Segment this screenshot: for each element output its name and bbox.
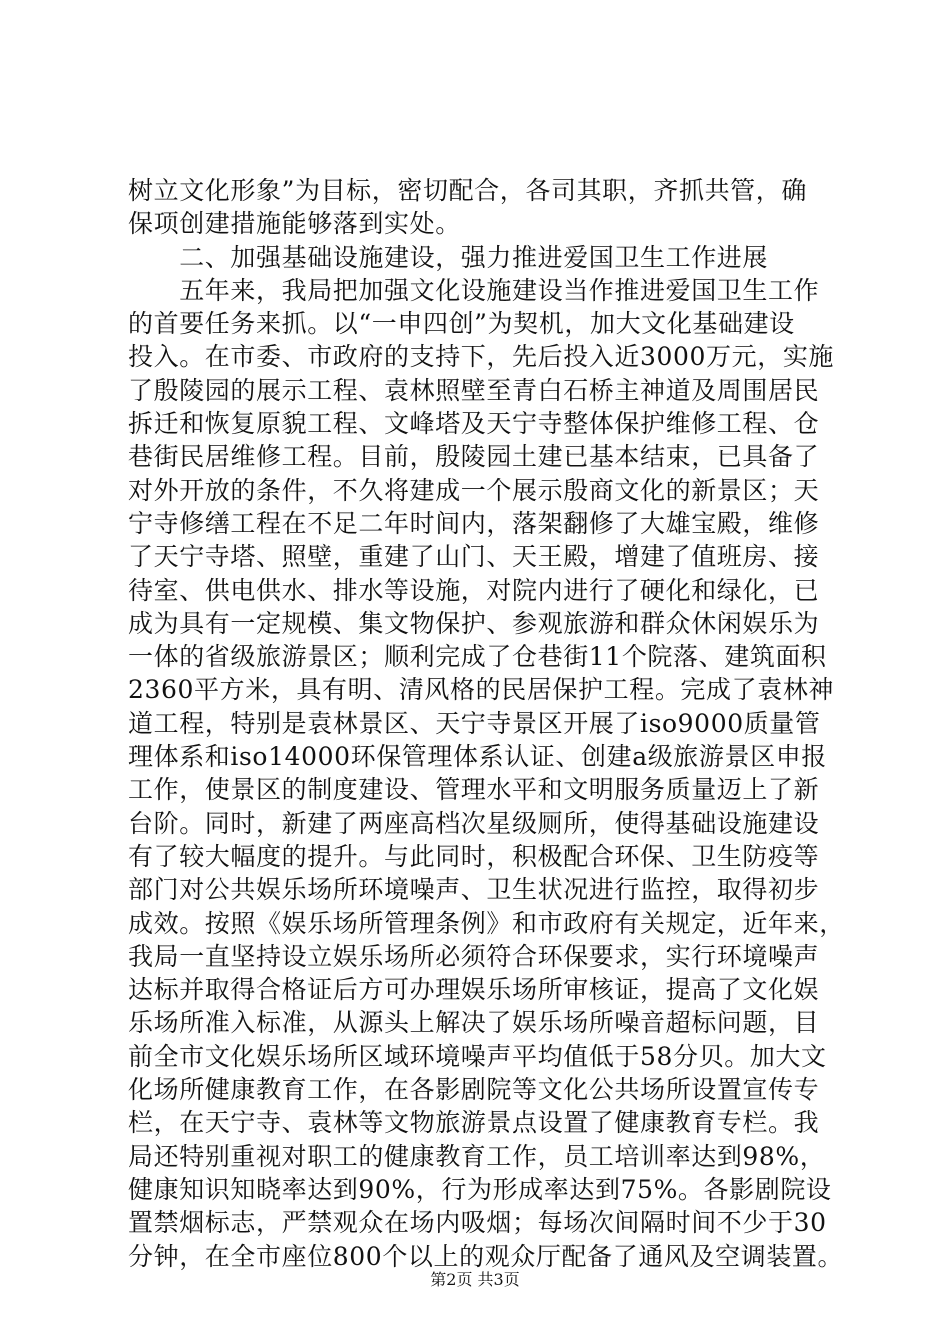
text-line: 树立文化形象”为目标，密切配合，各司其职，齐抓共管，确: [128, 176, 807, 205]
text-line: 对外开放的条件，不久将建成一个展示殷商文化的新景区；天: [128, 475, 820, 505]
text-line: 达标并取得合格证后方可办理娱乐场所审核证，提高了文化娱: [128, 975, 820, 1005]
text-line: 乐场所准入标准，从源头上解决了娱乐场所噪音超标问题，目: [128, 1008, 820, 1038]
text-line: 了殷陵园的展示工程、袁林照壁至青白石桥主神道及周围居民: [128, 375, 820, 405]
page-footer: 第2页 共3页: [430, 1270, 520, 1289]
text-line: 工作，使景区的制度建设、管理水平和文明服务质量迈上了新: [128, 775, 820, 805]
text-line: 五年来，我局把加强文化设施建设当作推进爱国卫生工作: [128, 275, 820, 305]
text-line: 部门对公共娱乐场所环境噪声、卫生状况进行监控，取得初步: [128, 875, 820, 905]
text-line: 宁寺修缮工程在不足二年时间内，落架翻修了大雄宝殿，维修: [128, 508, 820, 538]
text-line: 置禁烟标志，严禁观众在场内吸烟；每场次间隔时间不少于30: [128, 1208, 827, 1238]
text-line: 台阶。同时，新建了两座高档次星级厕所，使得基础设施建设: [128, 808, 820, 838]
text-line: 巷街民居维修工程。目前，殷陵园土建已基本结束，已具备了: [128, 442, 820, 472]
text-line: 的首要任务来抓。以“一申四创”为契机，加大文化基础建设: [128, 309, 795, 339]
body-text: [128, 174, 845, 1273]
text-line: 待室、供电供水、排水等设施，对院内进行了硬化和绿化，已: [128, 575, 820, 605]
text-line: 了天宁寺塔、照壁，重建了山门、天王殿，增建了值班房、接: [128, 542, 820, 572]
text-line: 前全市文化娱乐场所区域环境噪声平均值低于58分贝。加大文: [128, 1041, 827, 1071]
text-line: 分钟，在全市座位800个以上的观众厅配备了通风及空调装置。: [128, 1241, 844, 1271]
text-line: 2360平方米，具有明、清风格的民居保护工程。完成了袁林神: [128, 675, 835, 705]
text-line: 化场所健康教育工作，在各影剧院等文化公共场所设置宣传专: [128, 1075, 820, 1105]
text-line: 有了较大幅度的提升。与此同时，积极配合环保、卫生防疫等: [128, 841, 820, 871]
text-line: 我局一直坚持设立娱乐场所必须符合环保要求，实行环境噪声: [128, 941, 820, 971]
text-line: 栏，在天宁寺、袁林等文物旅游景点设置了健康教育专栏。我: [128, 1108, 820, 1138]
text-line: 保项创建措施能够落到实处。: [128, 209, 461, 239]
text-line: 拆迁和恢复原貌工程、文峰塔及天宁寺整体保护维修工程、仓: [128, 409, 820, 439]
text-line: 成为具有一定规模、集文物保护、参观旅游和群众休闲娱乐为: [128, 608, 820, 638]
text-line: 成效。按照《娱乐场所管理条例》和市政府有关规定，近年来，: [128, 908, 845, 938]
text-line: 投入。在市委、市政府的支持下，先后投入近3000万元，实施: [128, 342, 835, 372]
text-line: 局还特别重视对职工的健康教育工作，员工培训率达到98%，: [128, 1141, 826, 1171]
text-line: 健康知识知晓率达到90%，行为形成率达到75%。各影剧院设: [128, 1174, 832, 1204]
section-heading: 二、加强基础设施建设，强力推进爱国卫生工作进展: [128, 242, 769, 272]
text-line: 一体的省级旅游景区；顺利完成了仓巷街11个院落、建筑面积: [128, 642, 827, 672]
text-line: 理体系和iso14000环保管理体系认证、创建a级旅游景区申报: [128, 742, 827, 772]
text-line: 道工程，特别是袁林景区、天宁寺景区开展了iso9000质量管: [128, 708, 821, 738]
